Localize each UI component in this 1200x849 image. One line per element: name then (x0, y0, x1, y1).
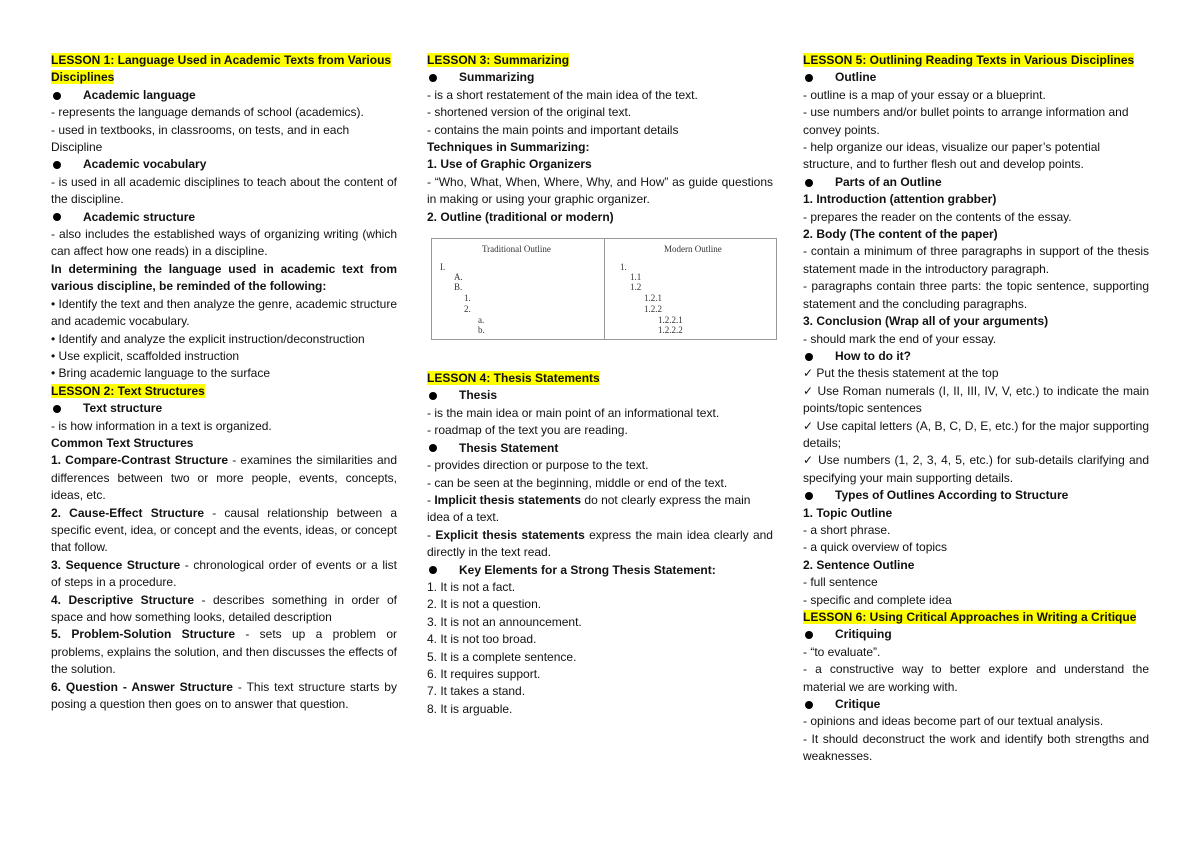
text-line: - provides direction or purpose to the text. (427, 458, 649, 473)
bullet-icon (805, 179, 813, 187)
list-item: 8. It is arguable. (427, 701, 513, 716)
modern-outline-heading: Modern Outline (664, 244, 722, 255)
list-item: 5. It is a complete sentence. (427, 649, 577, 664)
text-line: - paragraphs contain three parts: the topic sentence, supporting statement and the concluding paragraphs. (803, 279, 1149, 311)
outline-row: 1.2.2 (644, 304, 662, 315)
bullet-icon (805, 492, 813, 500)
text-line: - also includes the established ways of organizing writing (which can affect how one reads) in a discipline. (51, 227, 397, 259)
subheading: Common Text Structures (51, 435, 194, 450)
list-item: 4. It is not too broad. (427, 632, 537, 647)
text-line: - is the main idea or main point of an informational text. (427, 405, 720, 420)
bullet-academic-structure: Academic structure (51, 209, 397, 226)
subheading: 2. Outline (traditional or modern) (427, 209, 614, 224)
outline-row: B. (454, 282, 463, 293)
outline-row: 1. (620, 262, 627, 273)
structure-item: 5. Problem-Solution Structure - sets up a problem or problems, explains the solution, and then discusses the effects of the solution. (51, 627, 397, 677)
outline-row: 1.2 (630, 282, 642, 293)
text-line: - outline is a map of your essay or a blueprint. (803, 87, 1046, 102)
text-line: - a constructive way to better explore and understand the material we are working with. (803, 662, 1149, 694)
list-item: 7. It takes a stand. (427, 684, 526, 699)
structure-item: 2. Cause-Effect Structure - causal relationship between a specific event, idea, or concept and the events, ideas, or concept that follow. (51, 505, 397, 555)
lesson-3-title: LESSON 3: Summarizing (427, 53, 570, 67)
text-line: - is how information in a text is organized. (51, 418, 272, 433)
bullet-text-structure: Text structure (51, 400, 397, 417)
reminder-heading: In determining the language used in academic text from various discipline, be reminded of the following: (51, 261, 397, 294)
bullet-summarizing: Summarizing (427, 69, 773, 86)
text-line: - represents the language demands of school (academics). (51, 105, 364, 120)
text-line: - is a short restatement of the main idea of the text. (427, 87, 698, 102)
bullet-icon (429, 392, 437, 400)
bullet-parts: Parts of an Outline (803, 174, 1149, 191)
structure-item: 4. Descriptive Structure - describes something in order of space and how something looks, detailed description (51, 592, 397, 624)
bullet-icon (53, 405, 61, 413)
text-line: - Implicit thesis statements do not clearly express the main idea of a text. (427, 492, 751, 525)
text-line: - “Who, What, When, Where, Why, and How” as guide questions in making or using your graphic organizer. (427, 174, 773, 207)
checklist-item: ✓ Use Roman numerals (I, II, III, IV, V, etc.) to indicate the main points/topic sentences (803, 383, 1149, 416)
outline-comparison-figure (431, 238, 777, 340)
bullet-icon (805, 631, 813, 639)
outline-row: 1.2.2.2 (658, 325, 683, 336)
list-item: 2. It is not a question. (427, 597, 542, 612)
bullet-icon (53, 213, 61, 221)
list-item: 1. It is not a fact. (427, 579, 516, 594)
lesson-1-title: LESSON 1: Language Used in Academic Texts from Various Disciplines (51, 53, 392, 85)
outline-row: I. (440, 262, 446, 273)
structure-item: 6. Question - Answer Structure - This text structure starts by posing a question then goes on to answer that question. (51, 679, 397, 712)
outline-row: A. (454, 272, 463, 283)
subheading: 1. Topic Outline (803, 505, 893, 520)
subheading: 2. Body (The content of the paper) (803, 227, 998, 242)
outline-row: b. (478, 325, 485, 336)
bullet-icon (805, 353, 813, 361)
subheading: 2. Sentence Outline (803, 557, 915, 572)
text-line: - used in textbooks, in classrooms, on tests, and in each Discipline (51, 122, 350, 155)
text-line: - “to evaluate”. (803, 644, 881, 659)
bullet-thesis-statement: Thesis Statement (427, 440, 773, 457)
text-line: - prepares the reader on the contents of the essay. (803, 209, 1072, 224)
bullet-icon (53, 92, 61, 100)
text-line: - is used in all academic disciplines to teach about the content of the discipline. (51, 174, 397, 207)
bullet-icon (429, 566, 437, 574)
outline-row: 1.2.1 (644, 293, 662, 304)
lesson-5-title: LESSON 5: Outlining Reading Texts in Various Disciplines (803, 53, 1135, 67)
structure-item: 1. Compare-Contrast Structure - examines the similarities and differences between two or more people, events, concepts, ideas, etc. (51, 453, 398, 503)
lesson-6-title: LESSON 6: Using Critical Approaches in Writing a Critique (803, 610, 1137, 624)
text-line: • Bring academic language to the surface (51, 366, 270, 381)
text-line: - help organize our ideas, visualize our paper’s potential structure, and to further flesh out and develop points. (803, 140, 1101, 172)
outline-row: 1. (464, 293, 471, 304)
outline-row: 1.2.2.1 (658, 315, 683, 326)
bullet-key-elements: Key Elements for a Strong Thesis Statement: (427, 562, 773, 579)
bullet-how: How to do it? (803, 348, 1149, 365)
bullet-academic-language: Academic language (51, 87, 397, 104)
text-line: • Identify and analyze the explicit instruction/deconstruction (51, 331, 365, 346)
text-line: - shortened version of the original text. (427, 105, 632, 120)
list-item: 6. It requires support. (427, 666, 541, 681)
lesson-4-title: LESSON 4: Thesis Statements (427, 371, 600, 386)
list-item: 3. It is not an announcement. (427, 614, 582, 629)
checklist-item: ✓ Use numbers (1, 2, 3, 4, 5, etc.) for sub-details clarifying and specifying your main supporting details. (803, 453, 1149, 485)
structure-item: 3. Sequence Structure - chronological order of events or a list of steps in a procedure. (51, 557, 397, 590)
bullet-icon (53, 161, 61, 169)
text-line: - Explicit thesis statements express the main idea clearly and directly in the text read. (427, 527, 773, 560)
text-line: • Use explicit, scaffolded instruction (51, 348, 240, 363)
figure-divider (604, 239, 605, 339)
text-line: - It should deconstruct the work and identify both strengths and weaknesses. (803, 731, 1149, 764)
text-line: - full sentence (803, 575, 878, 590)
text-line: - can be seen at the beginning, middle or end of the text. (427, 475, 728, 490)
bullet-icon (805, 74, 813, 82)
bullet-icon (429, 74, 437, 82)
traditional-outline-heading: Traditional Outline (482, 244, 551, 255)
bullet-critiquing: Critiquing (803, 626, 1149, 643)
subheading: 1. Introduction (attention grabber) (803, 192, 997, 207)
text-line: - roadmap of the text you are reading. (427, 423, 628, 438)
column-2 (427, 52, 773, 718)
text-line: - use numbers and/or bullet points to arrange information and convey points. (803, 105, 1129, 137)
text-line: - contains the main points and important details (427, 122, 679, 137)
subheading: Techniques in Summarizing: (427, 140, 590, 155)
text-line: • Identify the text and then analyze the genre, academic structure and academic vocabulary. (51, 296, 397, 329)
bullet-critique: Critique (803, 696, 1149, 713)
text-line: - should mark the end of your essay. (803, 331, 997, 346)
outline-row: 1.1 (630, 272, 642, 283)
checklist-item: ✓ Put the thesis statement at the top (803, 366, 999, 381)
checklist-item: ✓ Use capital letters (A, B, C, D, E, etc.) for the major supporting details; (803, 418, 1149, 450)
bullet-icon (429, 444, 437, 452)
text-line: - opinions and ideas become part of our textual analysis. (803, 714, 1104, 729)
text-line: - a short phrase. (803, 522, 891, 537)
subheading: 1. Use of Graphic Organizers (427, 157, 592, 172)
subheading: 3. Conclusion (Wrap all of your arguments) (803, 314, 1049, 329)
bullet-academic-vocabulary: Academic vocabulary (51, 156, 397, 173)
outline-row: a. (478, 315, 485, 326)
column-3 (803, 52, 1149, 766)
bullet-outline: Outline (803, 69, 1149, 86)
bullet-icon (805, 701, 813, 709)
bullet-types: Types of Outlines According to Structure (803, 487, 1149, 504)
text-line: - a quick overview of topics (803, 540, 948, 555)
lesson-2-title: LESSON 2: Text Structures (51, 383, 205, 398)
text-line: - specific and complete idea (803, 592, 952, 607)
column-1 (51, 52, 397, 713)
bullet-thesis: Thesis (427, 387, 773, 404)
outline-row: 2. (464, 304, 471, 315)
text-line: - contain a minimum of three paragraphs in support of the thesis statement made in the introductory paragraph. (803, 244, 1149, 276)
